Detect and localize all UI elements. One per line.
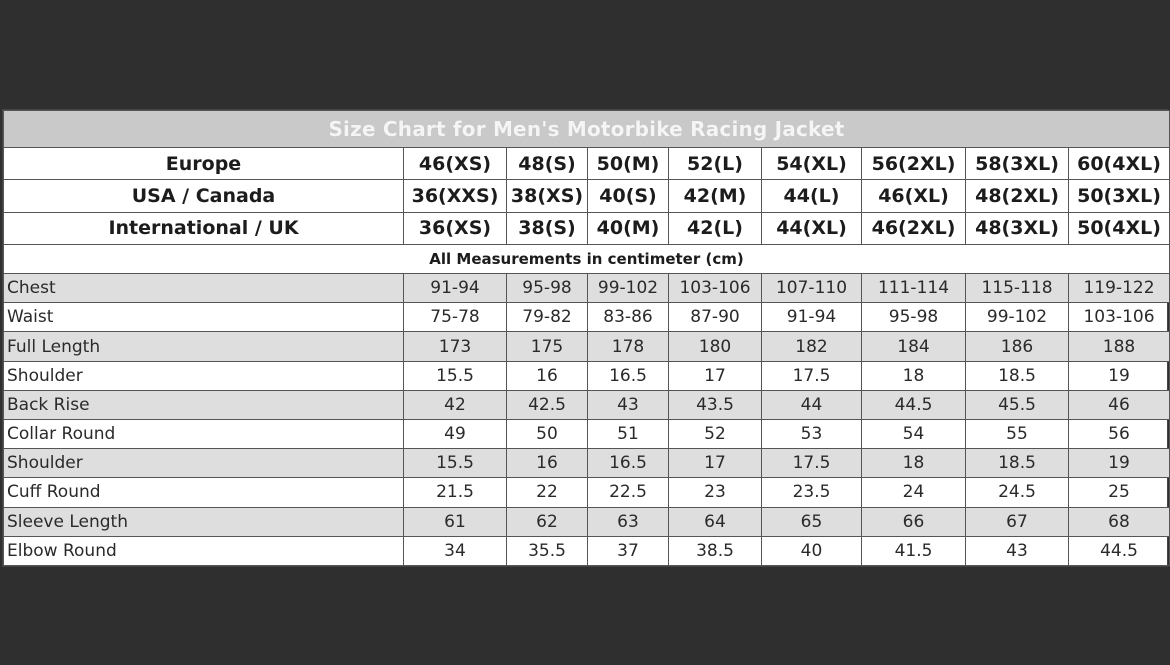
size-row-label: International / UK <box>4 212 404 244</box>
size-cell: 36(XS) <box>404 212 507 244</box>
measurement-row-cuff-round <box>4 478 1170 507</box>
size-chart <box>2 109 1168 567</box>
measurement-cell: 180 <box>669 332 762 361</box>
measurement-cell: 173 <box>404 332 507 361</box>
measurement-cell: 107-110 <box>762 274 862 303</box>
size-cell: 46(XL) <box>862 180 966 212</box>
measurement-cell: 56 <box>1069 419 1170 448</box>
measurement-cell: 23.5 <box>762 478 862 507</box>
measurement-cell: 25 <box>1069 478 1170 507</box>
measurement-cell: 186 <box>966 332 1069 361</box>
measurement-cell: 41.5 <box>862 536 966 565</box>
measurement-cell: 24 <box>862 478 966 507</box>
size-cell: 48(2XL) <box>966 180 1069 212</box>
size-cell: 40(S) <box>588 180 669 212</box>
size-cell: 46(XS) <box>404 148 507 180</box>
measurement-cell: 49 <box>404 419 507 448</box>
measurement-row-collar-round <box>4 419 1170 448</box>
measurement-label: Sleeve Length <box>4 507 404 536</box>
measurement-cell: 50 <box>507 419 588 448</box>
measurement-cell: 62 <box>507 507 588 536</box>
measurement-cell: 79-82 <box>507 303 588 332</box>
measurement-cell: 175 <box>507 332 588 361</box>
measurement-cell: 16 <box>507 361 588 390</box>
measurement-cell: 95-98 <box>862 303 966 332</box>
size-cell: 56(2XL) <box>862 148 966 180</box>
measurement-cell: 44 <box>762 390 862 419</box>
measurement-cell: 46 <box>1069 390 1170 419</box>
measurement-cell: 103-106 <box>1069 303 1170 332</box>
size-cell: 38(XS) <box>507 180 588 212</box>
size-cell: 58(3XL) <box>966 148 1069 180</box>
measurement-cell: 16.5 <box>588 449 669 478</box>
measurement-cell: 42.5 <box>507 390 588 419</box>
size-cell: 50(M) <box>588 148 669 180</box>
measurement-cell: 68 <box>1069 507 1170 536</box>
measurement-cell: 52 <box>669 419 762 448</box>
size-cell: 50(3XL) <box>1069 180 1170 212</box>
measurement-cell: 119-122 <box>1069 274 1170 303</box>
measurement-cell: 22.5 <box>588 478 669 507</box>
measurement-cell: 63 <box>588 507 669 536</box>
size-cell: 44(L) <box>762 180 862 212</box>
measurement-label: Back Rise <box>4 390 404 419</box>
measurement-cell: 35.5 <box>507 536 588 565</box>
measurement-label: Elbow Round <box>4 536 404 565</box>
size-cell: 42(L) <box>669 212 762 244</box>
measurement-cell: 18.5 <box>966 361 1069 390</box>
measurement-cell: 91-94 <box>762 303 862 332</box>
measurement-cell: 178 <box>588 332 669 361</box>
measurement-cell: 54 <box>862 419 966 448</box>
measurement-cell: 19 <box>1069 449 1170 478</box>
size-cell: 44(XL) <box>762 212 862 244</box>
measurement-cell: 44.5 <box>1069 536 1170 565</box>
measurement-cell: 188 <box>1069 332 1170 361</box>
measurement-cell: 34 <box>404 536 507 565</box>
measurement-cell: 66 <box>862 507 966 536</box>
measurement-cell: 24.5 <box>966 478 1069 507</box>
measurement-cell: 65 <box>762 507 862 536</box>
measurement-cell: 83-86 <box>588 303 669 332</box>
measurement-label: Collar Round <box>4 419 404 448</box>
measurement-cell: 184 <box>862 332 966 361</box>
measurement-label: Full Length <box>4 332 404 361</box>
measurement-cell: 21.5 <box>404 478 507 507</box>
measurement-cell: 16 <box>507 449 588 478</box>
measurement-cell: 17.5 <box>762 361 862 390</box>
measurement-cell: 67 <box>966 507 1069 536</box>
measurement-cell: 43.5 <box>669 390 762 419</box>
measurement-label: Shoulder <box>4 449 404 478</box>
size-cell: 40(M) <box>588 212 669 244</box>
size-row-usa-canada <box>4 180 1170 212</box>
measurement-cell: 22 <box>507 478 588 507</box>
size-cell: 48(3XL) <box>966 212 1069 244</box>
measurement-cell: 16.5 <box>588 361 669 390</box>
size-chart-table <box>3 110 1170 566</box>
size-cell: 42(M) <box>669 180 762 212</box>
measurement-row-waist <box>4 303 1170 332</box>
measurement-cell: 18.5 <box>966 449 1069 478</box>
measurement-cell: 61 <box>404 507 507 536</box>
measurement-cell: 75-78 <box>404 303 507 332</box>
measurement-cell: 95-98 <box>507 274 588 303</box>
measurement-cell: 40 <box>762 536 862 565</box>
measurement-cell: 45.5 <box>966 390 1069 419</box>
size-row-europe <box>4 148 1170 180</box>
measurement-cell: 53 <box>762 419 862 448</box>
size-cell: 48(S) <box>507 148 588 180</box>
measurement-cell: 103-106 <box>669 274 762 303</box>
measurement-row-full-length <box>4 332 1170 361</box>
measurement-cell: 44.5 <box>862 390 966 419</box>
size-cell: 46(2XL) <box>862 212 966 244</box>
measurement-label: Waist <box>4 303 404 332</box>
measurement-label: Shoulder <box>4 361 404 390</box>
measurement-cell: 182 <box>762 332 862 361</box>
measurement-cell: 18 <box>862 361 966 390</box>
measurement-cell: 15.5 <box>404 449 507 478</box>
size-cell: 50(4XL) <box>1069 212 1170 244</box>
measurement-cell: 17.5 <box>762 449 862 478</box>
units-note-row <box>4 244 1170 273</box>
size-cell: 54(XL) <box>762 148 862 180</box>
measurement-label: Cuff Round <box>4 478 404 507</box>
measurement-cell: 42 <box>404 390 507 419</box>
measurement-cell: 115-118 <box>966 274 1069 303</box>
chart-title: Size Chart for Men's Motorbike Racing Jacket <box>4 111 1170 148</box>
size-cell: 38(S) <box>507 212 588 244</box>
measurement-cell: 37 <box>588 536 669 565</box>
measurement-cell: 23 <box>669 478 762 507</box>
measurement-cell: 43 <box>966 536 1069 565</box>
size-cell: 60(4XL) <box>1069 148 1170 180</box>
measurement-cell: 17 <box>669 449 762 478</box>
measurement-cell: 91-94 <box>404 274 507 303</box>
size-cell: 36(XXS) <box>404 180 507 212</box>
measurement-row-sleeve-length <box>4 507 1170 536</box>
measurement-cell: 99-102 <box>588 274 669 303</box>
measurement-row-elbow-round <box>4 536 1170 565</box>
size-row-label: Europe <box>4 148 404 180</box>
measurement-row-shoulder <box>4 449 1170 478</box>
measurement-cell: 18 <box>862 449 966 478</box>
units-note: All Measurements in centimeter (cm) <box>4 244 1170 273</box>
measurement-row-shoulder <box>4 361 1170 390</box>
measurement-cell: 38.5 <box>669 536 762 565</box>
measurement-cell: 64 <box>669 507 762 536</box>
measurement-cell: 99-102 <box>966 303 1069 332</box>
measurement-cell: 19 <box>1069 361 1170 390</box>
measurement-cell: 111-114 <box>862 274 966 303</box>
measurement-cell: 17 <box>669 361 762 390</box>
size-cell: 52(L) <box>669 148 762 180</box>
size-row-international-uk <box>4 212 1170 244</box>
measurement-cell: 55 <box>966 419 1069 448</box>
measurement-cell: 51 <box>588 419 669 448</box>
measurement-cell: 15.5 <box>404 361 507 390</box>
title-row <box>4 111 1170 148</box>
measurement-label: Chest <box>4 274 404 303</box>
measurement-cell: 87-90 <box>669 303 762 332</box>
measurement-row-back-rise <box>4 390 1170 419</box>
size-row-label: USA / Canada <box>4 180 404 212</box>
measurement-row-chest <box>4 274 1170 303</box>
measurement-cell: 43 <box>588 390 669 419</box>
